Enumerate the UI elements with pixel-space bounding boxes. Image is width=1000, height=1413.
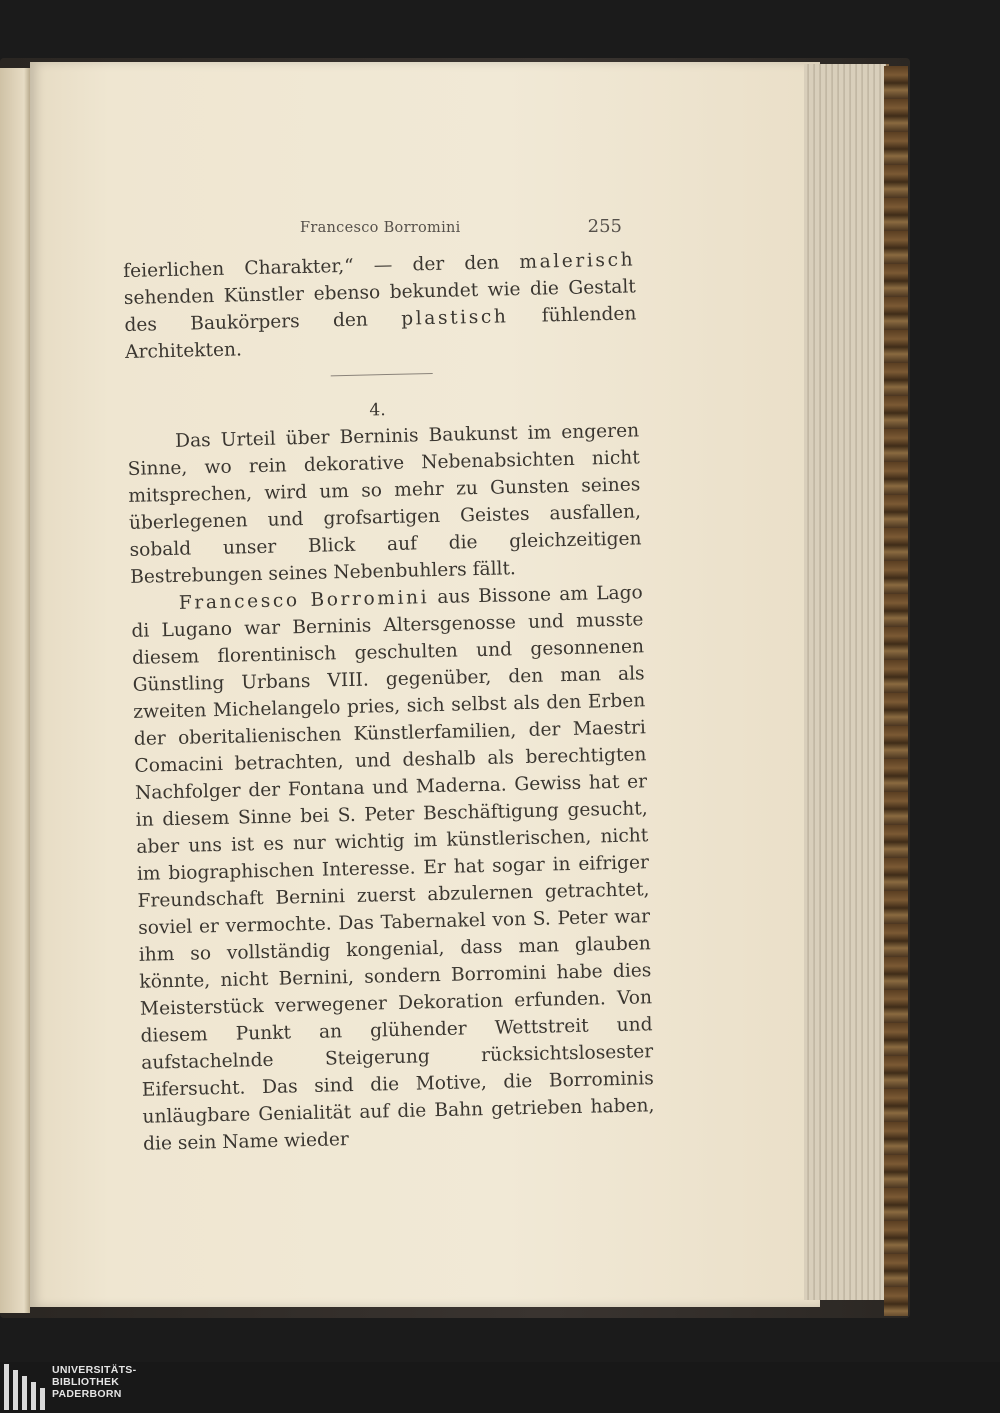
page-number: 255 xyxy=(587,216,622,237)
library-footer xyxy=(0,1362,1000,1413)
text-run: sehenden Künstler ebenso bekundet wie die Gestalt des Baukörpers den xyxy=(123,276,637,336)
library-logo-icon xyxy=(4,1364,46,1410)
spaced-name: Francesco Borromini xyxy=(178,587,430,614)
library-name-line: BIBLIOTHEK xyxy=(52,1376,120,1388)
paragraph: Das Urteil über Berninis Baukunst im engeren Sinne, wo rein dekorative Nebenabsichten nicht mitsprechen, wird um so mehr zu Gunsten seines überlegenen und grofsartigen Geistes ausfallen, sobald unser Blick auf die gleichzeitigen Bestrebungen seines Nebenbuhlers fällt. xyxy=(127,420,642,588)
library-name-line: UNIVERSITÄTS- xyxy=(52,1364,137,1376)
page-header xyxy=(300,216,622,242)
section-divider xyxy=(331,373,433,376)
paragraph xyxy=(123,246,637,366)
page-edges xyxy=(804,64,889,1300)
running-title: Francesco Borromini xyxy=(300,220,461,236)
paragraph xyxy=(131,579,656,1157)
library-name xyxy=(52,1364,136,1400)
spaced-word: plastisch xyxy=(400,306,509,330)
spaced-word: malerisch xyxy=(519,249,636,274)
text-run: aus Bissone am Lago di Lugano war Berninis Altersgenosse und musste diesem florentinisch geschulten und gesonnenen Günstling Urbans VIII. gegenüber, den man als zweiten Michelangelo pries, sich selbst als den Erben der oberitalienischen Künstlerfamilien, der Maestri Comacini betrachten, und deshalb als berechtigten Nachfolger der Fontana und Maderna. Gewiss hat er in diesem Sinne bei S. Peter Beschäftigung gesucht, aber uns ist es nur wichtig im künstlerischen, nicht im biographischen Interesse. Er hat sogar in eifriger Freundschaft Bernini zuerst abzulernen getrachtet, soviel er vermochte. Das Tabernakel von S. Peter war ihm so vollständig kongenial, dass man glauben könnte, nicht Bernini, sondern Borromini habe dies Meisterstück verwegener Dekoration erfunden. Von diesem Punkt an glühender Wettstreit und aufstachelnde Steigerung rücksichtslosester Eifersucht. Das sind die Motive, die Borrominis unläugbare Genialität auf die Bahn getrieben haben, die sein Name wieder xyxy=(131,582,655,1155)
page-text xyxy=(123,246,655,1157)
left-page-edge xyxy=(0,68,30,1313)
section-number: 4. xyxy=(369,400,386,421)
text-run: feierlichen Charakter,“ — der den xyxy=(123,252,500,282)
library-name-line: PADERBORN xyxy=(52,1388,122,1400)
marbled-cover-edge xyxy=(884,66,908,1316)
text-run: fühlenden Architekten. xyxy=(124,303,637,363)
